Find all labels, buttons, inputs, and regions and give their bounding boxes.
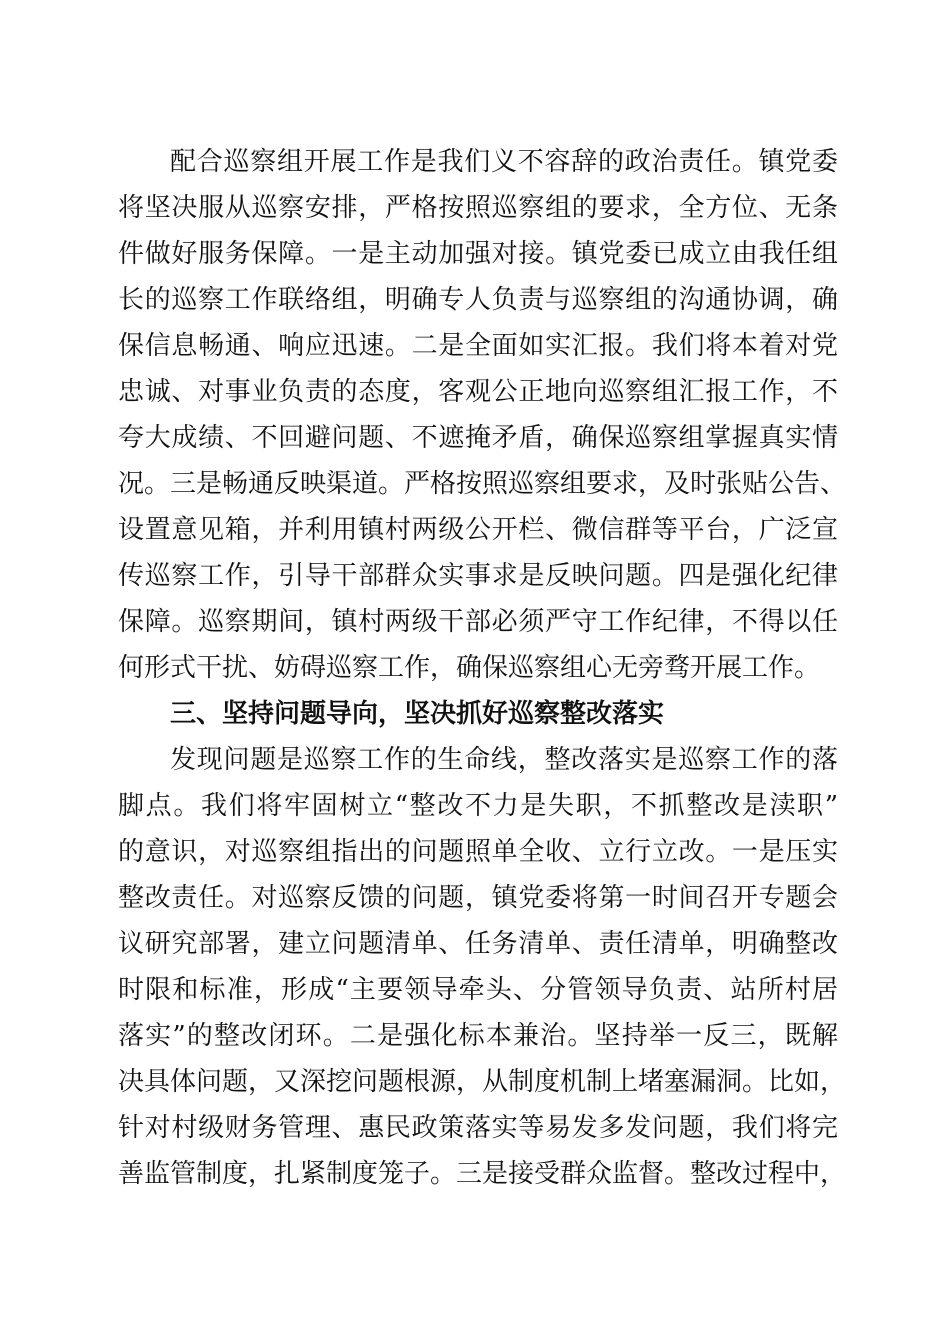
paragraph-1-line-10: 传巡察工作，引导干部群众实事求是反映问题。四是强化纪律 xyxy=(118,561,838,591)
paragraph-2-line-1: 发现问题是巡察工作的生命线，整改落实是巡察工作的落 xyxy=(170,745,838,775)
paragraph-2-line-8: 决具体问题，又深挖问题根源，从制度机制上堵塞漏洞。比如， xyxy=(118,1067,847,1097)
paragraph-1-line-11: 保障。巡察期间，镇村两级干部必须严守工作纪律，不得以任 xyxy=(118,607,838,637)
paragraph-1-line-7: 夸大成绩、不回避问题、不遮掩矛盾，确保巡察组掌握真实情 xyxy=(118,423,838,453)
paragraph-2-line-7: 落实”的整改闭环。二是强化标本兼治。坚持举一反三，既解 xyxy=(118,1021,838,1051)
paragraph-1-line-9: 设置意见箱，并利用镇村两级公开栏、微信群等平台，广泛宣 xyxy=(118,515,838,545)
paragraph-1-line-4: 长的巡察工作联络组，明确专人负责与巡察组的沟通协调，确 xyxy=(118,285,838,315)
paragraph-2-line-5: 议研究部署，建立问题清单、任务清单、责任清单，明确整改 xyxy=(118,929,838,959)
paragraph-2-line-6: 时限和标准，形成“主要领导牵头、分管领导负责、站所村居 xyxy=(118,975,838,1005)
paragraph-1-line-5: 保信息畅通、响应迅速。二是全面如实汇报。我们将本着对党 xyxy=(118,331,838,361)
paragraph-1-line-3: 件做好服务保障。一是主动加强对接。镇党委已成立由我任组 xyxy=(118,239,838,269)
paragraph-2-line-2: 脚点。我们将牢固树立“整改不力是失职，不抓整改是渎职” xyxy=(118,791,838,821)
paragraph-1-line-1: 配合巡察组开展工作是我们义不容辞的政治责任。镇党委 xyxy=(170,147,838,177)
paragraph-1-line-2: 将坚决服从巡察安排，严格按照巡察组的要求，全方位、无条 xyxy=(118,193,838,223)
paragraph-1-line-12: 何形式干扰、妨碍巡察工作，确保巡察组心无旁骛开展工作。 xyxy=(118,653,821,683)
paragraph-2-line-4: 整改责任。对巡察反馈的问题，镇党委将第一时间召开专题会 xyxy=(118,883,838,913)
paragraph-2-line-3: 的意识，对巡察组指出的问题照单全收、立行立改。一是压实 xyxy=(118,837,838,867)
paragraph-2-line-10: 善监管制度，扎紧制度笼子。三是接受群众监督。整改过程中， xyxy=(118,1159,847,1189)
paragraph-1-line-8: 况。三是畅通反映渠道。严格按照巡察组要求，及时张贴公告、 xyxy=(118,469,847,499)
section-heading-3: 三、坚持问题导向，坚决抓好巡察整改落实 xyxy=(170,699,665,729)
paragraph-2-line-9: 针对村级财务管理、惠民政策落实等易发多发问题，我们将完 xyxy=(118,1113,838,1143)
paragraph-1-line-6: 忠诚、对事业负责的态度，客观公正地向巡察组汇报工作，不 xyxy=(118,377,838,407)
